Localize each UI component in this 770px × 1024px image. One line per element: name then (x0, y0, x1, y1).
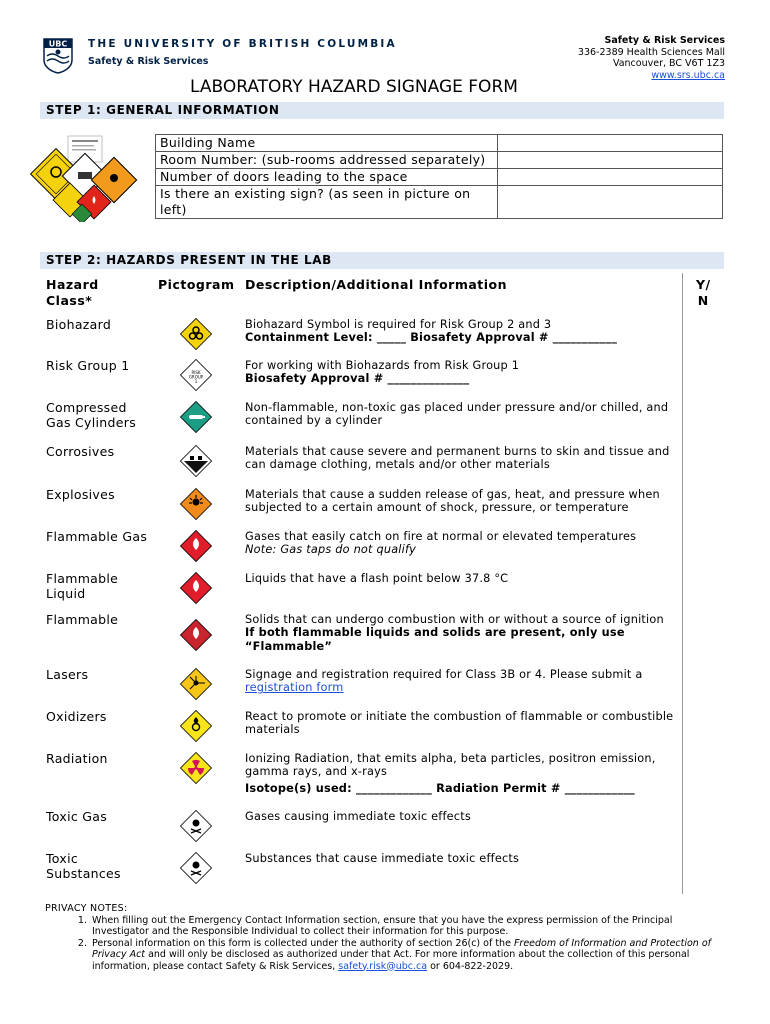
email-link[interactable]: safety.risk@ubc.ca (338, 960, 428, 972)
yn-cell[interactable] (682, 807, 724, 849)
hazard-description: Ionizing Radiation, that emits alpha, beta particles, positron emission, gamma rays, and x-rays (245, 752, 656, 779)
col-header-pictogram: Pictogram (158, 277, 235, 292)
hazards-table (40, 273, 724, 894)
radiation-icon (179, 751, 213, 785)
col-header-yn: Y/N (682, 273, 724, 315)
yn-cell[interactable] (682, 356, 724, 398)
risk-group-1-icon (179, 358, 213, 392)
existing-sign-label: Is there an existing sign? (as seen in picture on left) (156, 186, 498, 219)
hazard-description: Non-flammable, non-toxic gas placed under pressure and/or chilled, and contained by a cylinder (245, 401, 669, 428)
building-name-label: Building Name (156, 135, 498, 152)
table-row (40, 707, 724, 749)
biosafety-approval-line[interactable]: Biosafety Approval # ______________ (245, 372, 470, 386)
registration-form-link[interactable]: registration form (245, 681, 344, 695)
privacy-note-2 (90, 938, 725, 973)
table-row (40, 569, 724, 610)
flammable-solid-icon (179, 618, 213, 652)
step1-heading: STEP 1: GENERAL INFORMATION (40, 102, 724, 119)
room-number-input[interactable] (498, 152, 723, 169)
field-row-room-number (156, 152, 723, 169)
hazard-class: Flammable Gas (46, 529, 148, 544)
hazard-description: Substances that cause immediate toxic effects (245, 852, 520, 865)
hazard-class: Compressed Gas Cylinders (46, 400, 137, 430)
ubc-logo (43, 38, 73, 74)
field-row-building-name (156, 135, 723, 152)
table-row (40, 485, 724, 527)
flammable-liquid-icon (179, 571, 213, 605)
general-info-table (155, 134, 723, 219)
yn-cell[interactable] (682, 707, 724, 749)
yn-cell[interactable] (682, 749, 724, 807)
hazard-description: Liquids that have a flash point below 37.8 °C (245, 572, 509, 585)
table-row (40, 610, 724, 665)
yn-cell[interactable] (682, 398, 724, 442)
hazard-class: Flammable (46, 612, 119, 627)
hazard-description: React to promote or initiate the combustion of flammable or combustible materials (245, 710, 674, 737)
hazard-description: For working with Biohazards from Risk Group 1 (245, 359, 520, 372)
svg-text:1: 1 (194, 379, 197, 384)
table-row (40, 442, 724, 485)
privacy-note-1: 1. When filling out the Emergency Contact Information section, ensure that you have the express permission of the Principal Investigator and the Responsible Individual to collect their information for this purpose. (90, 915, 725, 938)
toxic-gas-icon (179, 809, 213, 843)
explosive-icon (179, 487, 213, 521)
privacy-note-2-text-cont: and will only be disclosed as authorized under that Act. For more information about the collection of this personal information, please contact Safety & Risk Services, (92, 949, 690, 972)
hazard-class: Toxic Gas (46, 809, 108, 824)
hazard-class: Biohazard (46, 317, 112, 332)
yn-cell[interactable] (682, 569, 724, 610)
hazard-class: Toxic Substances (46, 851, 121, 881)
hazard-class: Flammable Liquid (46, 571, 119, 601)
gas-cylinder-icon (179, 400, 213, 434)
department-name: Safety & Risk Services (88, 56, 209, 67)
university-name: THE UNIVERSITY OF BRITISH COLUMBIA (88, 38, 397, 50)
col-header-description: Description/Additional Information (245, 277, 508, 292)
existing-sign-image (30, 130, 140, 222)
col-header-hazard-class: Hazard Class* (46, 277, 99, 308)
foippa-act-name: Freedom of Information and Protection of Privacy Act (92, 937, 712, 960)
door-count-input[interactable] (498, 169, 723, 186)
hazard-class: Corrosives (46, 444, 115, 459)
table-row (40, 356, 724, 398)
flammable-combined-note: If both flammable liquids and solids are present, only use “Flammable” (245, 626, 625, 653)
hazard-description: Solids that can undergo combustion with or without a source of ignition (245, 613, 664, 626)
room-number-label: Room Number: (sub-rooms addressed separately) (156, 152, 498, 169)
gas-taps-note: Note: Gas taps do not qualify (245, 543, 417, 557)
laser-icon (179, 667, 213, 701)
hazard-class: Lasers (46, 667, 89, 682)
form-title: LABORATORY HAZARD SIGNAGE FORM (190, 77, 518, 97)
phone-number: or 604-822-2029. (430, 960, 514, 972)
contact-address-line1: 336-2389 Health Sciences Mall (577, 46, 725, 58)
hazard-description: Signage and registration required for Class 3B or 4. Please submit a (245, 668, 643, 681)
biohazard-icon (179, 317, 213, 351)
contact-block (578, 35, 725, 81)
yn-cell[interactable] (682, 665, 724, 707)
flammable-gas-icon (179, 529, 213, 563)
hazard-description: Biohazard Symbol is required for Risk Group 2 and 3 (245, 318, 552, 331)
table-row (40, 665, 724, 707)
hazard-class: Explosives (46, 487, 115, 502)
hazard-class: Risk Group 1 (46, 358, 130, 373)
hazard-description: Materials that cause severe and permanent burns to skin and tissue and can damage clothing, metals and/or other materials (245, 445, 670, 472)
privacy-note-2-text: Personal information on this form is collected under the authority of section 26(c) of the (92, 937, 511, 949)
contact-address-line2: Vancouver, BC V6T 1Z3 (612, 58, 725, 69)
hazard-description: Gases causing immediate toxic effects (245, 810, 471, 823)
step2-heading: STEP 2: HAZARDS PRESENT IN THE LAB (40, 252, 724, 269)
table-row (40, 807, 724, 849)
yn-cell[interactable] (682, 442, 724, 485)
yn-cell[interactable] (682, 610, 724, 665)
svg-text:RISK: RISK (190, 370, 201, 375)
field-row-door-count (156, 169, 723, 186)
table-row (40, 398, 724, 442)
table-row (40, 527, 724, 569)
oxidizer-icon (179, 709, 213, 743)
door-count-label: Number of doors leading to the space (156, 169, 498, 186)
hazard-class: Oxidizers (46, 709, 107, 724)
field-row-existing-sign (156, 186, 723, 219)
hazard-description: Gases that easily catch on fire at normal or elevated temperatures (245, 530, 637, 543)
toxic-substance-icon (179, 851, 213, 885)
privacy-notes (45, 903, 725, 972)
hazard-class: Radiation (46, 751, 108, 766)
privacy-heading: PRIVACY NOTES: (45, 903, 128, 914)
corrosive-icon (179, 444, 213, 478)
logo-text: UBC (48, 39, 68, 49)
yn-cell[interactable] (682, 315, 724, 356)
yn-cell[interactable] (682, 849, 724, 894)
table-row (40, 315, 724, 356)
website-link[interactable]: www.srs.ubc.ca (651, 69, 725, 81)
isotope-permit-line[interactable]: Isotope(s) used: _____________ Radiation Permit # ____________ (245, 781, 635, 795)
existing-sign-input[interactable] (498, 186, 723, 219)
table-header-row (40, 273, 724, 315)
svg-text:GROUP: GROUP (188, 374, 203, 380)
table-row (40, 749, 724, 807)
building-name-input[interactable] (498, 135, 723, 152)
table-row (40, 849, 724, 894)
contact-title: Safety & Risk Services (604, 35, 725, 46)
yn-cell[interactable] (682, 485, 724, 527)
yn-cell[interactable] (682, 527, 724, 569)
hazard-description: Materials that cause a sudden release of gas, heat, and pressure when subjected to a certain amount of shock, pressure, or temperature (245, 488, 660, 515)
containment-approval-line[interactable]: Containment Level: _____ Biosafety Approval # ___________ (245, 331, 618, 345)
